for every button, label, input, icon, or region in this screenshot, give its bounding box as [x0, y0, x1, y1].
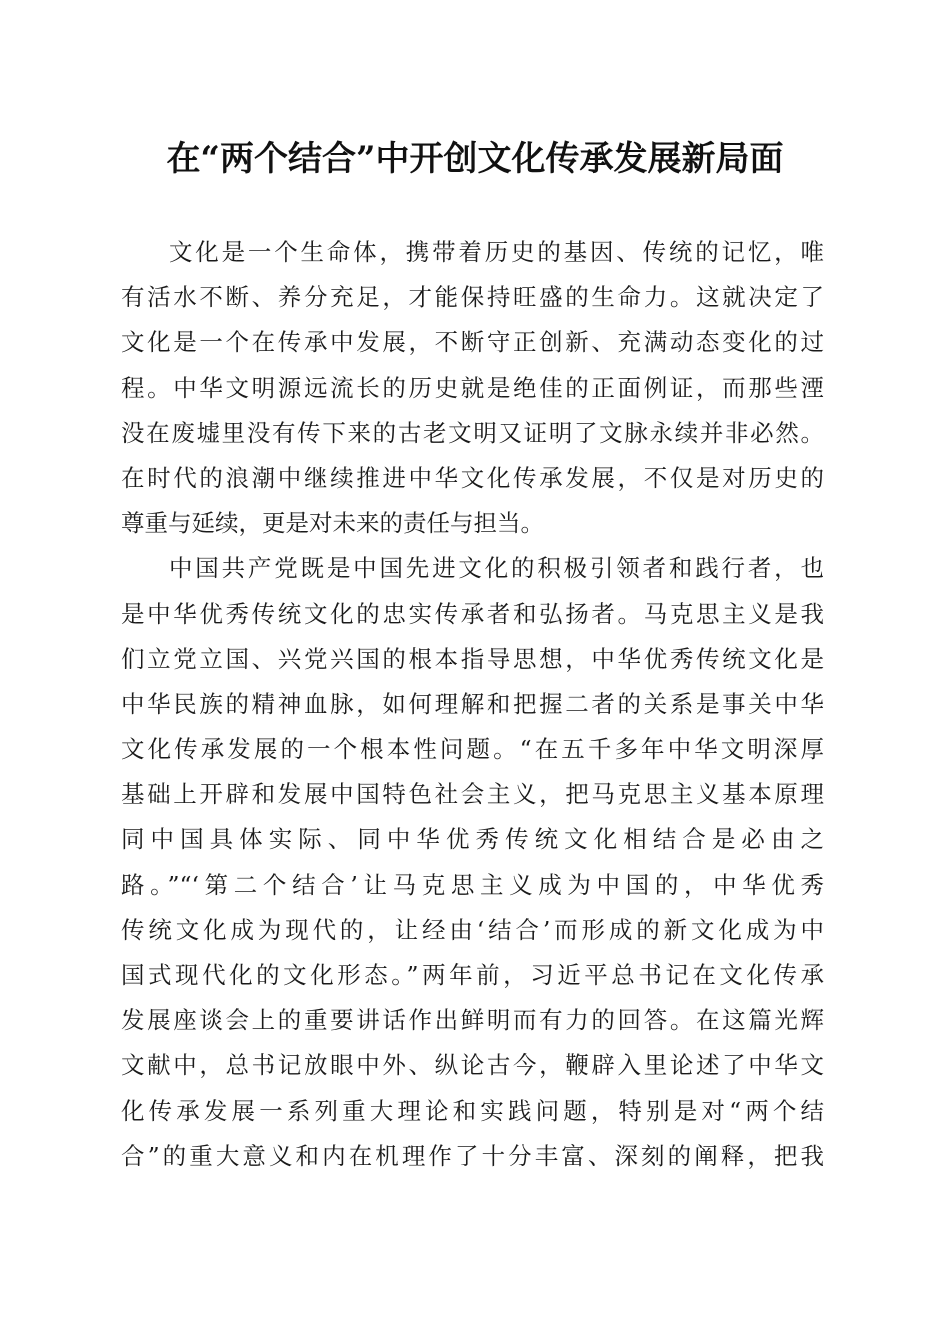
text-line: 发展座谈会上的重要讲话作出鲜明而有力的回答。在这篇光辉 — [121, 1006, 824, 1035]
text-line: 中国共产党既是中国先进文化的积极引领者和践行者，也 — [169, 554, 824, 583]
text-line: 是中华优秀传统文化的忠实传承者和弘扬者。马克思主义是我 — [121, 599, 824, 628]
text-line: 们立党立国、兴党兴国的根本指导思想，中华优秀传统文化是 — [121, 644, 824, 673]
text-line: 文化传承发展的一个根本性问题。“在五千多年中华文明深厚 — [121, 735, 824, 764]
text-line: 传统文化成为现代的，让经由‘结合’而形成的新文化成为中 — [121, 915, 824, 944]
text-line: 基础上开辟和发展中国特色社会主义，把马克思主义基本原理 — [121, 780, 824, 809]
text-line: 合”的重大意义和内在机理作了十分丰富、深刻的阐释，把我 — [121, 1141, 824, 1170]
text-line: 中华民族的精神血脉，如何理解和把握二者的关系是事关中华 — [121, 689, 824, 718]
text-line: 程。中华文明源远流长的历史就是绝佳的正面例证，而那些湮 — [121, 373, 824, 402]
text-line: 在时代的浪潮中继续推进中华文化传承发展，不仅是对历史的 — [121, 463, 824, 492]
document-body — [121, 230, 824, 1179]
paragraph-1 — [121, 230, 824, 546]
text-line: 文献中，总书记放眼中外、纵论古今，鞭辟入里论述了中华文 — [121, 1051, 824, 1080]
document-title: 在“两个结合”中开创文化传承发展新局面 — [166, 139, 784, 179]
text-line: 同中国具体实际、同中华优秀传统文化相结合是必由之 — [121, 825, 824, 854]
text-line: 化传承发展一系列重大理论和实践问题，特别是对“两个结 — [121, 1096, 824, 1125]
text-line: 文化是一个在传承中发展，不断守正创新、充满动态变化的过 — [121, 328, 824, 357]
text-line: 国式现代化的文化形态。”两年前，习近平总书记在文化传承 — [121, 961, 824, 989]
text-line: 路。”“‘第二个结合’让马克思主义成为中国的，中华优秀 — [121, 870, 824, 899]
text-line: 没在废墟里没有传下来的古老文明又证明了文脉永续并非必然。 — [121, 418, 824, 447]
text-line: 尊重与延续，更是对未来的责任与担当。 — [121, 509, 544, 538]
paragraph-2 — [121, 546, 824, 1179]
text-line: 有活水不断、养分充足，才能保持旺盛的生命力。这就决定了 — [121, 283, 824, 312]
text-line: 文化是一个生命体，携带着历史的基因、传统的记忆，唯 — [169, 238, 824, 266]
